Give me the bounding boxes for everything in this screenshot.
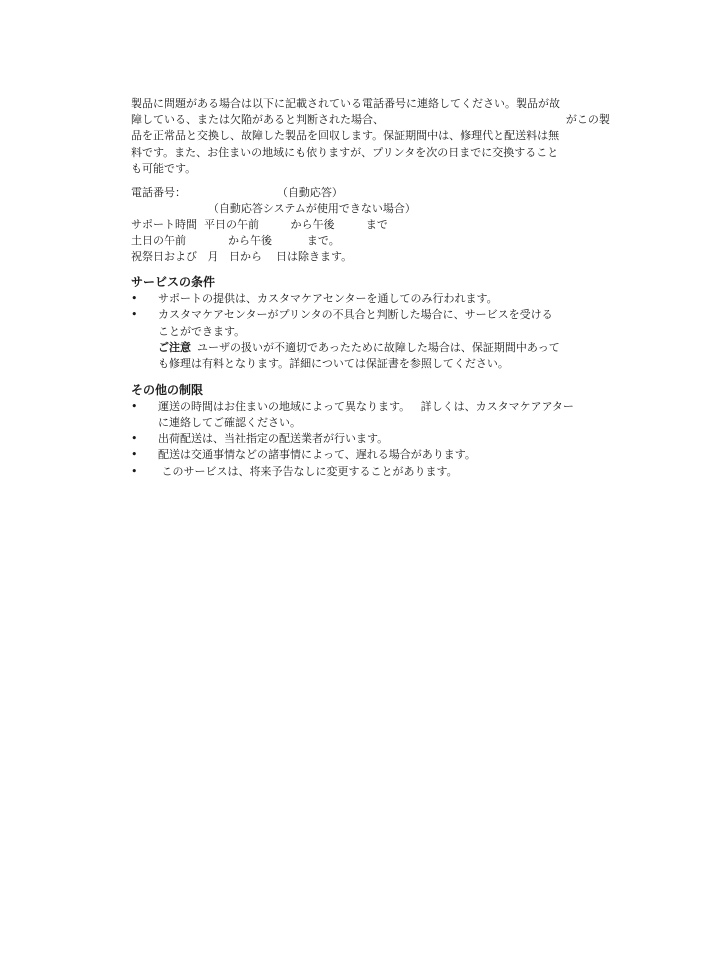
list-item-text: ことができます。 xyxy=(158,324,246,338)
list-item-text: 配送は交通事情などの諸事情によって、遅れる場合があります。 xyxy=(158,448,476,462)
intro-paragraph xyxy=(131,96,611,177)
intro-line: 製品に問題がある場合は以下に記載されている電話番号に連絡してください。製品が故 xyxy=(131,97,560,110)
bullet-icon: • xyxy=(131,292,138,306)
caution-label: ご注意 xyxy=(158,340,191,354)
intro-line: 料です。また、お住まいの地域にも依りますが、プリンタを次の日までに交換すること xyxy=(131,145,559,159)
phone-line: 電話番号： （自動応答） xyxy=(131,186,343,200)
bullet-icon: • xyxy=(131,308,138,322)
holiday-note: 祝祭日および 月 日から 日は除きます。 xyxy=(131,250,353,264)
service-conditions-list xyxy=(131,291,611,340)
bullet-icon: • xyxy=(131,448,138,462)
caution-text: ユーザの扱いが不適切であったために故障した場合は、保証期間中あって xyxy=(197,340,560,354)
list-item-text: サポートの提供は、カスタマケアセンターを通してのみ行われます。 xyxy=(158,292,498,306)
caution-text: も修理は有料となります。詳細については保証書を参照してください。 xyxy=(158,357,509,371)
list-item xyxy=(131,307,611,340)
list-item-text: 出荷配送は、当社指定の配送業者が行います。 xyxy=(158,432,389,446)
service-conditions-heading: サービスの条件 xyxy=(131,275,216,290)
list-item xyxy=(131,431,611,447)
list-item-text: カスタマケアセンターがプリンタの不具合と判断した場合に、サービスを受ける xyxy=(158,308,553,322)
list-item-text: 運送の時間はお住まいの地域によって異なります。 詳しくは、カスタマケアアター xyxy=(158,399,574,413)
list-item xyxy=(131,291,611,307)
phone-alt-line: （自動応答システムが使用できない場合） xyxy=(131,202,416,216)
list-item-text: に連絡してご確認ください。 xyxy=(158,415,301,429)
bullet-icon: • xyxy=(131,399,138,413)
contact-info xyxy=(131,185,611,265)
caution-note xyxy=(131,340,611,373)
list-item xyxy=(131,399,611,432)
list-item xyxy=(131,447,611,463)
caution-line xyxy=(158,340,611,356)
bullet-icon: • xyxy=(131,464,138,478)
list-item-text: このサービスは、将来予告なしに変更することがあります。 xyxy=(158,464,458,478)
intro-line: 障している、または欠陥があると判断された場合、 がこの製 xyxy=(131,113,610,127)
other-limits-heading: その他の制限 xyxy=(131,382,204,397)
support-hours-weekday: サポート時間 平日の午前 から午後 まで xyxy=(131,218,388,232)
support-hours-weekend: 土日の午前 から午後 まで。 xyxy=(131,234,340,248)
list-item xyxy=(131,464,611,480)
other-limits-list xyxy=(131,399,611,480)
intro-line: 品を正常品と交換し、故障した製品を回収します。保証期間中は、修理代と配送料は無 xyxy=(131,129,560,143)
intro-line: も可能です。 xyxy=(131,161,197,175)
document-page xyxy=(131,96,611,480)
bullet-icon: • xyxy=(131,432,138,446)
